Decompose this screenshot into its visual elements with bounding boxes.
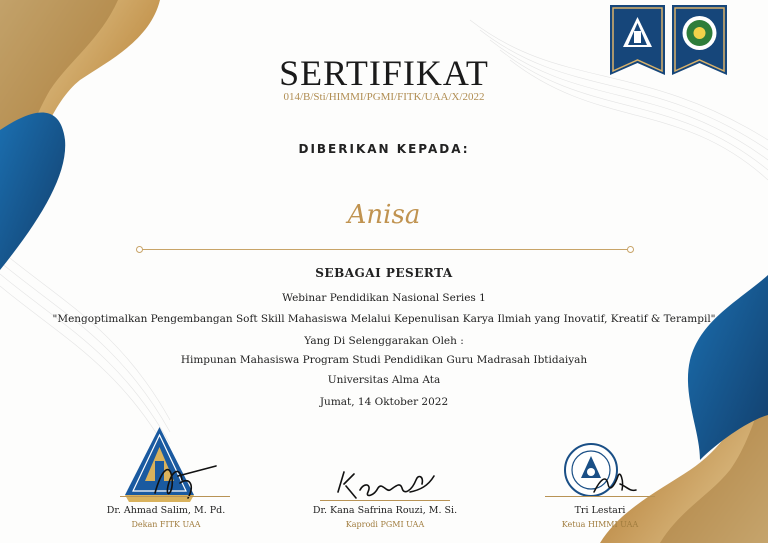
signatory-title-dekan: Dekan FITK UAA	[131, 520, 201, 529]
signatory-name-dekan: Dr. Ahmad Salim, M. Pd.	[106, 505, 226, 516]
signature-ketua	[590, 462, 640, 500]
signatory-name-ketua: Tri Lestari	[574, 505, 626, 516]
given-to-label: DIBERIKAN KEPADA:	[298, 142, 470, 156]
signature-kaprodi	[330, 462, 440, 504]
divider-dot-left	[136, 246, 143, 253]
signatory-title-ketua: Ketua HIMMI UAA	[561, 520, 639, 529]
divider-dot-right	[627, 246, 634, 253]
event-theme: "Mengoptimalkan Pengembangan Soft Skill Mahasiswa Melalui Kepenulisan Karya Ilmiah yang Inovatif, Kreatif & Terampil"	[52, 313, 716, 325]
event-date: Jumat, 14 Oktober 2022	[319, 396, 449, 408]
signatory-title-kaprodi: Kaprodi PGMI UAA	[345, 520, 425, 529]
signature-line-kaprodi	[320, 500, 450, 501]
certificate-title: SERTIFIKAT	[279, 53, 489, 93]
organizer-name: Himpunan Mahasiswa Program Studi Pendidikan Guru Madrasah Ibtidaiyah	[180, 354, 588, 366]
divider-line	[140, 249, 630, 250]
organized-by-label: Yang Di Selenggarakan Oleh :	[304, 335, 464, 347]
signatory-name-kaprodi: Dr. Kana Safrina Rouzi, M. Si.	[312, 505, 458, 516]
participant-role: SEBAGAI PESERTA	[315, 266, 453, 280]
university-name: Universitas Alma Ata	[327, 374, 441, 386]
signature-line-ketua	[545, 496, 655, 497]
event-name: Webinar Pendidikan Nasional Series 1	[282, 292, 486, 304]
certificate-number: 014/B/Sti/HIMMI/PGMI/FITK/UAA/X/2022	[283, 91, 485, 103]
recipient-name: Anisa	[347, 200, 421, 230]
signature-line-dekan	[120, 496, 230, 497]
